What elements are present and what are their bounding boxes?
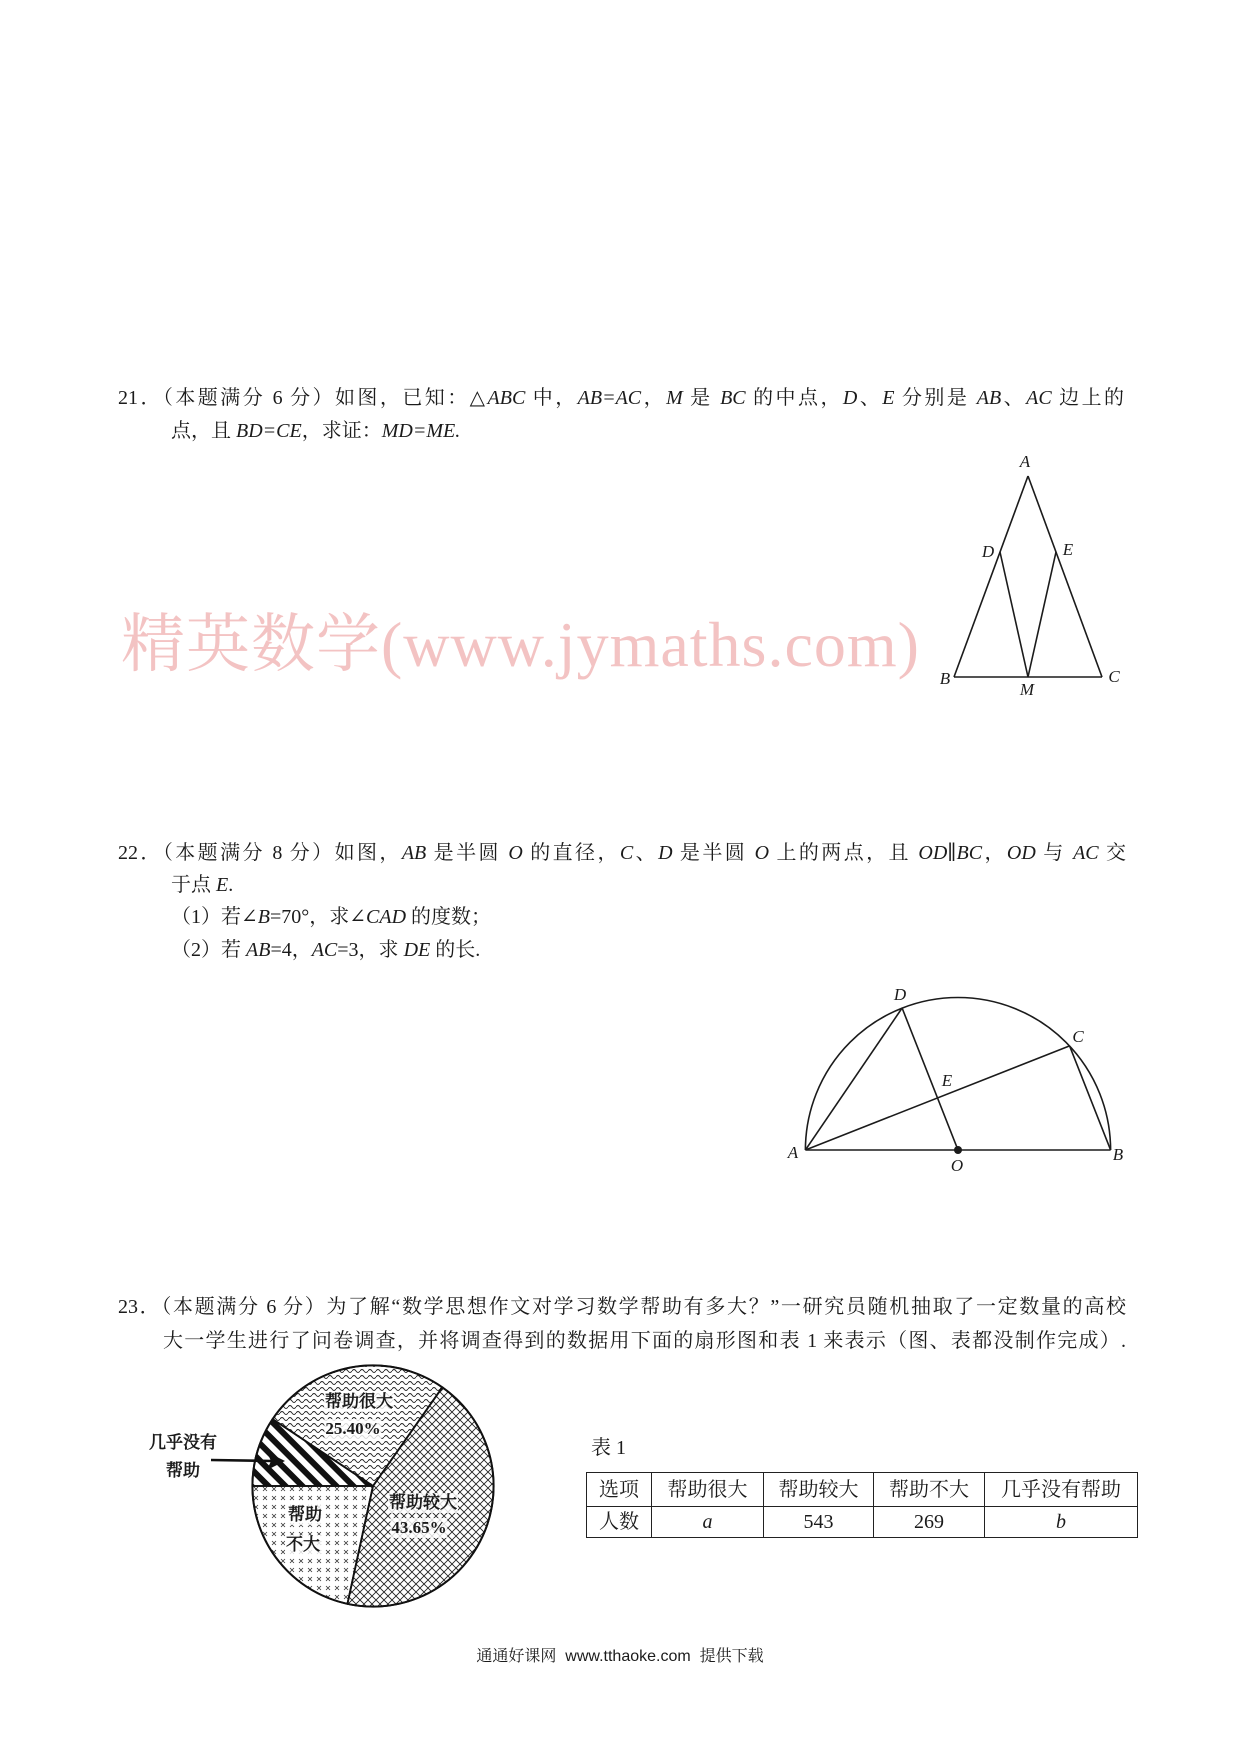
chord-ad bbox=[805, 1008, 902, 1150]
pie-percent-label: 43.65% bbox=[391, 1518, 447, 1537]
math-symbol: MD=ME. bbox=[381, 420, 461, 442]
text-run: 大一学生进行了问卷调查，并将调查得到的数据用下面的扇形图和表 1 来表示（图、表都没制作完成）. bbox=[163, 1330, 1126, 1352]
text-run: 23．（本题满分 6 分）为了解“数学思想作文对学习数学帮助有多大？”一研究员随机抽取了一定数量的高校 bbox=[118, 1296, 1126, 1318]
text-run: 是半圆 bbox=[672, 842, 755, 864]
center-point-o bbox=[954, 1146, 962, 1154]
math-symbol: C bbox=[619, 842, 634, 864]
text-run: 的度数； bbox=[406, 906, 492, 928]
vertex-label-b: B bbox=[939, 669, 951, 688]
text-run: ∥ bbox=[947, 842, 957, 864]
point-label-a: A bbox=[787, 1143, 799, 1162]
table-row bbox=[587, 1507, 1138, 1538]
text-run: 、 bbox=[1001, 387, 1027, 409]
text-run: =70°，求∠ bbox=[269, 906, 367, 928]
text-run: （2）若 bbox=[171, 939, 246, 961]
math-symbol: OD bbox=[918, 842, 948, 864]
point-label-b: B bbox=[1112, 1145, 1124, 1164]
point-label-o: O bbox=[950, 1156, 964, 1175]
text-run: 是 bbox=[682, 387, 721, 409]
table-cell: 269 bbox=[874, 1507, 985, 1538]
table-header-cell: 几乎没有帮助 bbox=[985, 1473, 1138, 1507]
side-ab bbox=[954, 476, 1028, 677]
text-run: ， bbox=[982, 842, 1007, 864]
page-footer: 通通好课网 www.tthaoke.com 提供下载 bbox=[476, 1648, 764, 1665]
arrow-shaft bbox=[211, 1460, 272, 1461]
pie-outside-label: 帮助 bbox=[166, 1461, 200, 1480]
text-run: ，求证： bbox=[301, 420, 382, 442]
pie-outside-label: 几乎没有 bbox=[149, 1433, 217, 1452]
sub-question-2 bbox=[171, 938, 480, 962]
text-run: 边上的 bbox=[1051, 387, 1125, 409]
point-label-e: E bbox=[941, 1071, 953, 1090]
math-symbol: AC bbox=[1026, 387, 1052, 409]
segment-dm bbox=[1000, 552, 1028, 677]
pie-label: 不大 bbox=[286, 1535, 320, 1554]
math-symbol: D bbox=[658, 842, 673, 864]
table-header-row bbox=[587, 1473, 1138, 1507]
text-run: 上的两点，且 bbox=[769, 842, 919, 864]
pie-percent-label: 25.40% bbox=[325, 1419, 381, 1438]
text-run: （1）若∠ bbox=[171, 906, 258, 928]
math-symbol: O bbox=[754, 842, 770, 864]
side-ac bbox=[1028, 476, 1102, 677]
math-symbol: M bbox=[666, 387, 683, 409]
text-run: 的中点， bbox=[745, 387, 843, 409]
math-symbol: AC bbox=[311, 939, 338, 961]
text-run: . bbox=[228, 874, 234, 896]
sub-question-1 bbox=[171, 905, 491, 929]
text-run: 与 bbox=[1035, 842, 1074, 864]
text-run: =4， bbox=[270, 939, 312, 961]
segment-em bbox=[1028, 552, 1056, 677]
text-run: 的长. bbox=[430, 939, 481, 961]
math-symbol: BC bbox=[720, 387, 746, 409]
vertex-label-d: D bbox=[981, 542, 995, 561]
vertex-label-c: C bbox=[1108, 667, 1120, 686]
table-header-cell: 帮助不大 bbox=[874, 1473, 985, 1507]
text-run: 中， bbox=[525, 387, 578, 409]
question-text-line bbox=[118, 841, 1126, 865]
text-run: =3，求 bbox=[337, 939, 404, 961]
question-text-line bbox=[118, 386, 1124, 410]
table-header-cell: 帮助很大 bbox=[652, 1473, 764, 1507]
math-symbol: E bbox=[882, 387, 895, 409]
table-header-cell: 选项 bbox=[587, 1473, 652, 1507]
point-label-d: D bbox=[893, 985, 907, 1004]
math-symbol: AB bbox=[246, 939, 271, 961]
pie-label: 帮助较大 bbox=[389, 1493, 457, 1512]
table-cell: a bbox=[652, 1507, 764, 1538]
question-text-line bbox=[118, 1295, 1126, 1319]
semicircle-figure bbox=[805, 998, 1110, 1154]
math-symbol: AB bbox=[401, 842, 427, 864]
math-symbol: D bbox=[842, 387, 858, 409]
watermark: 精英数学(www.jymaths.com) bbox=[121, 609, 920, 680]
question-text-line bbox=[171, 873, 233, 897]
table-cell: 人数 bbox=[587, 1507, 652, 1538]
math-symbol: AC bbox=[1073, 842, 1099, 864]
pie-label: 帮助很大 bbox=[325, 1392, 393, 1411]
text-run: 的直径， bbox=[522, 842, 620, 864]
text-run: ， bbox=[641, 387, 667, 409]
text-run: 点，且 bbox=[171, 420, 236, 442]
data-table bbox=[586, 1472, 1138, 1538]
pie-label: 帮助 bbox=[288, 1505, 322, 1524]
point-label-c: C bbox=[1072, 1027, 1084, 1046]
text-run: 、 bbox=[633, 842, 659, 864]
math-symbol: CAD bbox=[366, 906, 407, 928]
math-symbol: OD bbox=[1006, 842, 1036, 864]
text-run: 分别是 bbox=[894, 387, 977, 409]
table-caption: 表 1 bbox=[591, 1437, 626, 1459]
vertex-label-m: M bbox=[1019, 680, 1035, 699]
vertex-label-e: E bbox=[1062, 540, 1074, 559]
table-cell: 543 bbox=[764, 1507, 874, 1538]
text-run: 于点 bbox=[171, 874, 216, 896]
math-symbol: O bbox=[508, 842, 523, 864]
math-symbol: BD=CE bbox=[236, 420, 302, 442]
text-run: 交 bbox=[1098, 842, 1127, 864]
math-symbol: E bbox=[216, 874, 229, 896]
math-symbol: B bbox=[257, 906, 270, 928]
text-run: 21．（本题满分 6 分）如图，已知：△ bbox=[118, 387, 488, 409]
question-text-line bbox=[163, 1329, 1126, 1353]
text-run: 是半圆 bbox=[426, 842, 509, 864]
table-cell: b bbox=[985, 1507, 1138, 1538]
text-run: 22．（本题满分 8 分）如图， bbox=[118, 842, 402, 864]
text-run: 、 bbox=[857, 387, 883, 409]
math-symbol: ABC bbox=[487, 387, 526, 409]
math-symbol: AB bbox=[976, 387, 1002, 409]
math-symbol: AB=AC bbox=[577, 387, 642, 409]
semicircle-arc bbox=[805, 998, 1110, 1150]
chord-bc bbox=[1070, 1046, 1111, 1150]
triangle-figure bbox=[954, 476, 1102, 677]
table-header-cell: 帮助较大 bbox=[764, 1473, 874, 1507]
vertex-label-a: A bbox=[1019, 452, 1031, 471]
math-symbol: BC bbox=[956, 842, 983, 864]
question-text-line bbox=[171, 419, 460, 443]
math-symbol: DE bbox=[403, 939, 431, 961]
